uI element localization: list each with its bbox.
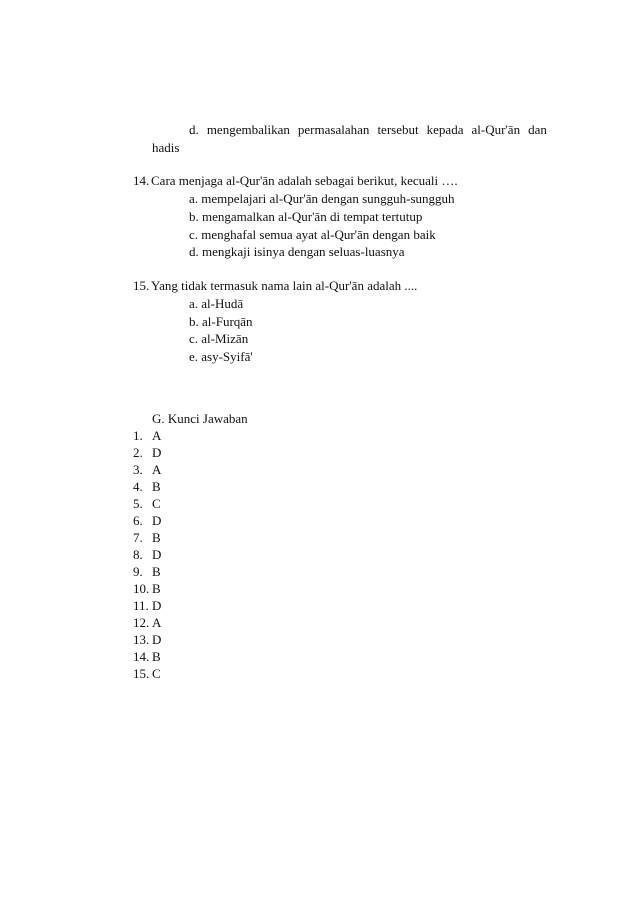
option-d-word: tersebut — [377, 122, 419, 137]
answer-key-item — [133, 597, 161, 614]
answer-key-number: 4. — [133, 479, 143, 494]
question-13-option-d — [189, 121, 547, 138]
answer-key-item — [133, 529, 161, 546]
answer-key-answer: C — [152, 496, 161, 511]
option-d-word: al-Qur'ān — [471, 122, 521, 137]
answer-key-number: 2. — [133, 445, 143, 460]
question-14-option-a: a. mempelajari al-Qur'ān dengan sungguh-sungguh — [189, 191, 455, 206]
option-d-word: kepada — [426, 122, 464, 137]
answer-key-number: 7. — [133, 530, 143, 545]
question-number: 15. — [133, 278, 150, 293]
answer-key-answer: C — [152, 666, 161, 681]
answer-key-answer: B — [152, 564, 161, 579]
answer-key-number: 13. — [133, 632, 150, 647]
question-15-option-b: b. al-Furqān — [189, 314, 253, 329]
question-13-option-d-continuation: hadis — [152, 140, 180, 155]
question-14 — [133, 172, 458, 189]
answer-key-answer: D — [152, 513, 162, 528]
answer-key-number: 8. — [133, 547, 143, 562]
answer-key-heading: G. Kunci Jawaban — [152, 411, 248, 426]
answer-key-item — [133, 444, 161, 461]
answer-key-answer: B — [152, 581, 161, 596]
question-15 — [133, 277, 417, 294]
answer-key-answer: D — [152, 598, 162, 613]
answer-key-number: 6. — [133, 513, 143, 528]
question-14-option-c: c. menghafal semua ayat al-Qur'ān dengan baik — [189, 227, 436, 242]
answer-key-answer: D — [152, 632, 162, 647]
answer-key-answer: B — [152, 479, 161, 494]
option-d-word: permasalahan — [297, 122, 370, 137]
question-text: Yang tidak termasuk nama lain al-Qur'ān adalah .... — [151, 278, 418, 293]
answer-key-item — [133, 427, 161, 444]
answer-key-item — [133, 665, 161, 682]
answer-key-item — [133, 546, 161, 563]
answer-key-item — [133, 512, 161, 529]
answer-key-number: 10. — [133, 581, 150, 596]
answer-key-item — [133, 614, 161, 631]
answer-key-item — [133, 478, 161, 495]
answer-key-item — [133, 580, 161, 597]
answer-key-answer: A — [152, 615, 162, 630]
answer-key-number: 9. — [133, 564, 143, 579]
question-14-option-d: d. mengkaji isinya dengan seluas-luasnya — [189, 244, 405, 259]
answer-key-answer: B — [152, 530, 161, 545]
question-text: Cara menjaga al-Qur'ān adalah sebagai berikut, kecuali …. — [151, 173, 458, 188]
answer-key-number: 3. — [133, 462, 143, 477]
question-15-option-a: a. al-Hudā — [189, 296, 244, 311]
answer-key-answer: A — [152, 462, 162, 477]
answer-key-answer: D — [152, 445, 162, 460]
option-d-word: d. — [189, 122, 199, 137]
option-d-word: mengembalikan — [206, 122, 290, 137]
question-15-option-e: e. asy-Syifā' — [189, 349, 253, 364]
answer-key-item — [133, 563, 161, 580]
answer-key-item — [133, 648, 161, 665]
answer-key-number: 15. — [133, 666, 150, 681]
option-d-word: dan — [528, 122, 547, 137]
answer-key-answer: D — [152, 547, 162, 562]
question-14-option-b: b. mengamalkan al-Qur'ān di tempat tertutup — [189, 209, 423, 224]
answer-key-number: 5. — [133, 496, 143, 511]
answer-key-item — [133, 461, 161, 478]
question-15-option-c: c. al-Mizān — [189, 331, 249, 346]
answer-key-number: 12. — [133, 615, 150, 630]
answer-key-answer: A — [152, 428, 162, 443]
answer-key-answer: B — [152, 649, 161, 664]
answer-key-item — [133, 495, 161, 512]
answer-key-number: 14. — [133, 649, 150, 664]
question-number: 14. — [133, 173, 150, 188]
answer-key-item — [133, 631, 161, 648]
answer-key-number: 1. — [133, 428, 143, 443]
answer-key-number: 11. — [133, 598, 149, 613]
